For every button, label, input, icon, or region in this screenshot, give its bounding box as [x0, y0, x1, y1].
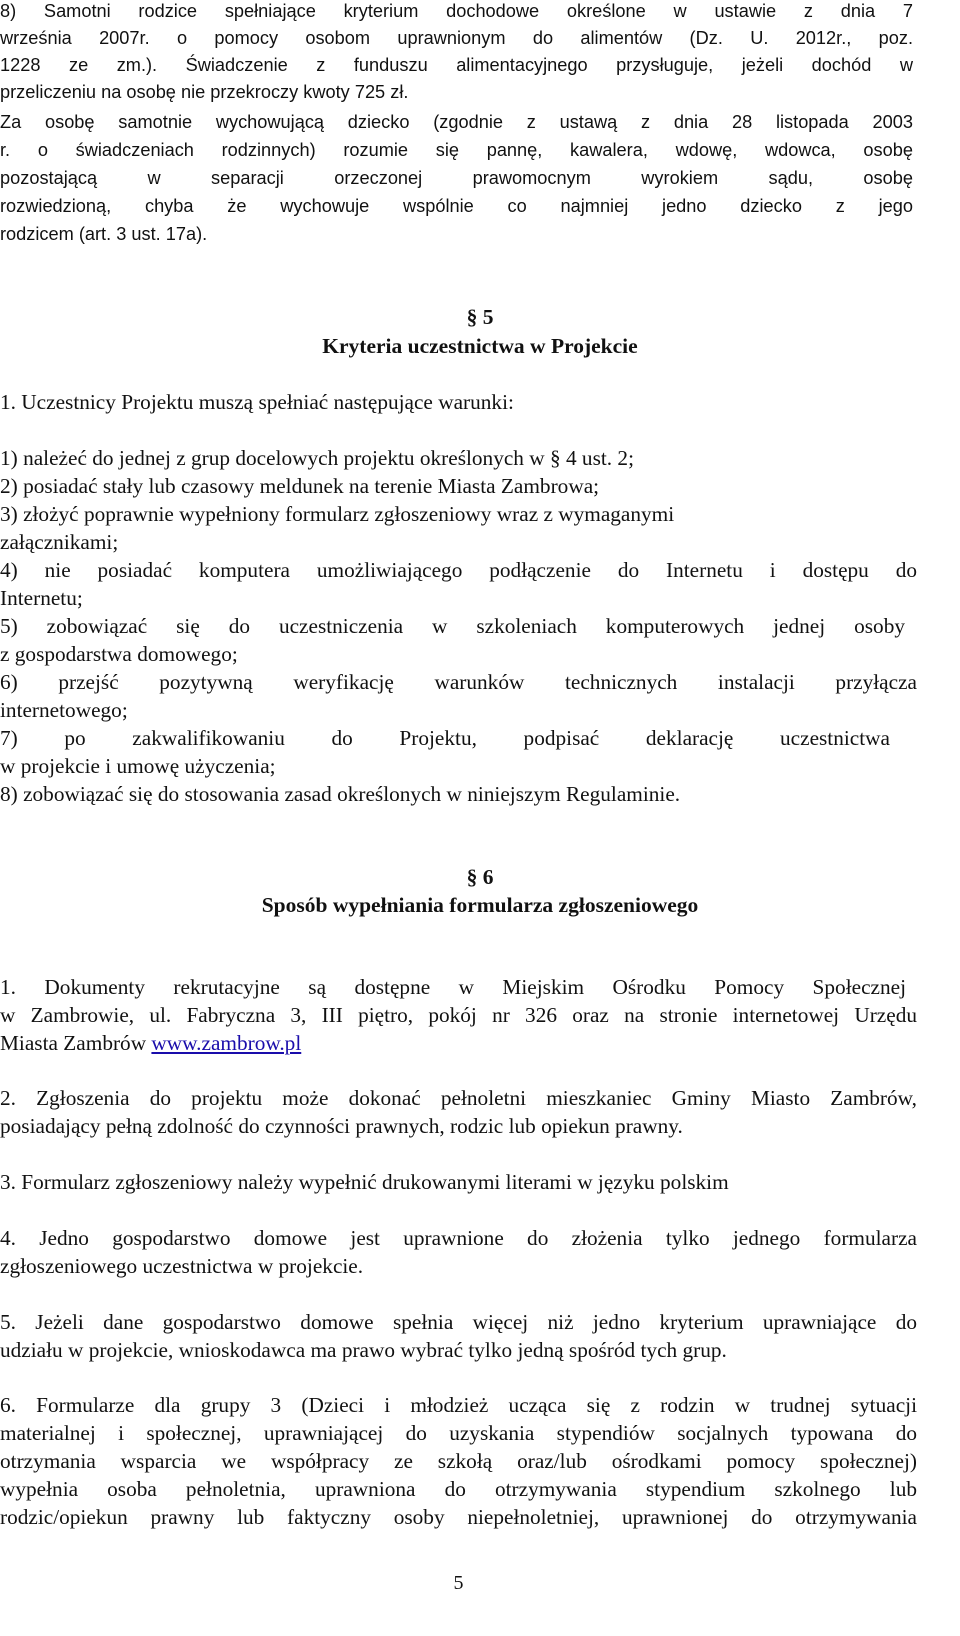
text-line: r. o świadczeniach rodzinnych) rozumie się pannę, kawalera, wdowę, wdowca, osobę: [0, 140, 913, 160]
list-item-continuation: w projekcie i umowę użyczenia;: [0, 754, 276, 778]
paragraph-line: rodzic/opiekun prawny lub faktyczny osoby niepełnoletniej, uprawnionej do otrzymywania: [0, 1505, 917, 1529]
text-line: 1228 ze zm.). Świadczenie z funduszu alimentacyjnego przysługuje, jeżeli dochód w: [0, 55, 913, 75]
paragraph-line: zgłoszeniowego uczestnictwa w projekcie.: [0, 1254, 364, 1278]
list-item: 8) zobowiązać się do stosowania zasad określonych w niniejszym Regulaminie.: [0, 782, 681, 806]
list-item: 4) nie posiadać komputera umożliwiającego podłączenie do Internetu i dostępu do: [0, 558, 917, 582]
list-item: 1) należeć do jednej z grup docelowych projektu określonych w § 4 ust. 2;: [0, 446, 634, 470]
section-title: Kryteria uczestnictwa w Projekcie: [322, 334, 638, 358]
section-number: § 5: [466, 305, 494, 329]
text-line: przeliczeniu na osobę nie przekroczy kwoty 725 zł.: [0, 82, 409, 102]
paragraph-line: posiadający pełną zdolność do czynności prawnych, rodzic lub opiekun prawny.: [0, 1114, 683, 1138]
paragraph-line: 2. Zgłoszenia do projektu może dokonać pełnoletni mieszkaniec Gminy Miasto Zambrów,: [0, 1086, 917, 1110]
list-item: 3) złożyć poprawnie wypełniony formularz zgłoszeniowy wraz z wymaganymi: [0, 502, 675, 526]
text-line: września 2007r. o pomocy osobom uprawnionym do alimentów (Dz. U. 2012r., poz.: [0, 28, 913, 48]
list-item-continuation: internetowego;: [0, 698, 128, 722]
text-line: Za osobę samotnie wychowującą dziecko (zgodnie z ustawą z dnia 28 listopada 2003: [0, 112, 913, 132]
paragraph-line: [0, 1030, 301, 1057]
paragraph-line: 4. Jedno gospodarstwo domowe jest uprawnione do złożenia tylko jednego formularza: [0, 1226, 917, 1250]
section-intro-line: 1. Uczestnicy Projektu muszą spełniać następujące warunki:: [0, 390, 514, 414]
section-number: § 6: [466, 865, 494, 889]
text-line: rodzicem (art. 3 ust. 17a).: [0, 224, 208, 244]
paragraph-line: wypełnia osoba pełnoletnia, uprawniona do otrzymywania stypendium szkolnego lub: [0, 1477, 917, 1501]
paragraph-line: otrzymania wsparcia we współpracy ze szkołą oraz/lub ośrodkami pomocy społecznej): [0, 1449, 917, 1473]
list-item: 5) zobowiązać się do uczestniczenia w szkoleniach komputerowych jednej osoby: [0, 614, 905, 638]
paragraph-line: w Zambrowie, ul. Fabryczna 3, III piętro, pokój nr 326 oraz na stronie internetowej Urzędu: [0, 1003, 917, 1027]
list-item-continuation: Internetu;: [0, 586, 83, 610]
website-link[interactable]: www.zambrow.pl: [151, 1031, 302, 1055]
paragraph-line: 3. Formularz zgłoszeniowy należy wypełnić drukowanymi literami w języku polskim: [0, 1170, 729, 1194]
paragraph-text: Miasta Zambrów: [0, 1031, 152, 1055]
list-item-continuation: załącznikami;: [0, 530, 119, 554]
list-item: 7) po zakwalifikowaniu do Projektu, podpisać deklarację uczestnictwa: [0, 726, 890, 750]
page-number: 5: [453, 1572, 464, 1594]
text-line: pozostającą w separacji orzeczonej prawomocnym wyrokiem sądu, osobę: [0, 168, 913, 188]
paragraph-line: materialnej i społecznej, uprawniającej do uzyskania stypendiów socjalnych typowana do: [0, 1421, 917, 1445]
paragraph-line: 6. Formularze dla grupy 3 (Dzieci i młodzież ucząca się z rodzin w trudnej sytuacji: [0, 1393, 917, 1417]
list-item: 6) przejść pozytywną weryfikację warunków technicznych instalacji przyłącza: [0, 670, 917, 694]
paragraph-line: udziału w projekcie, wnioskodawca ma prawo wybrać tylko jedną spośród tych grup.: [0, 1338, 727, 1362]
section-title: Sposób wypełniania formularza zgłoszeniowego: [261, 893, 699, 917]
paragraph-line: 1. Dokumenty rekrutacyjne są dostępne w Miejskim Ośrodku Pomocy Społecznej: [0, 975, 906, 999]
list-item-continuation: z gospodarstwa domowego;: [0, 642, 238, 666]
text-line: 8) Samotni rodzice spełniające kryterium dochodowe określone w ustawie z dnia 7: [0, 1, 913, 21]
paragraph-line: 5. Jeżeli dane gospodarstwo domowe spełnia więcej niż jedno kryterium uprawniające do: [0, 1310, 917, 1334]
list-item: 2) posiadać stały lub czasowy meldunek na terenie Miasta Zambrowa;: [0, 474, 600, 498]
text-line: rozwiedzioną, chyba że wychowuje wspólnie co najmniej jedno dziecko z jego: [0, 196, 913, 216]
